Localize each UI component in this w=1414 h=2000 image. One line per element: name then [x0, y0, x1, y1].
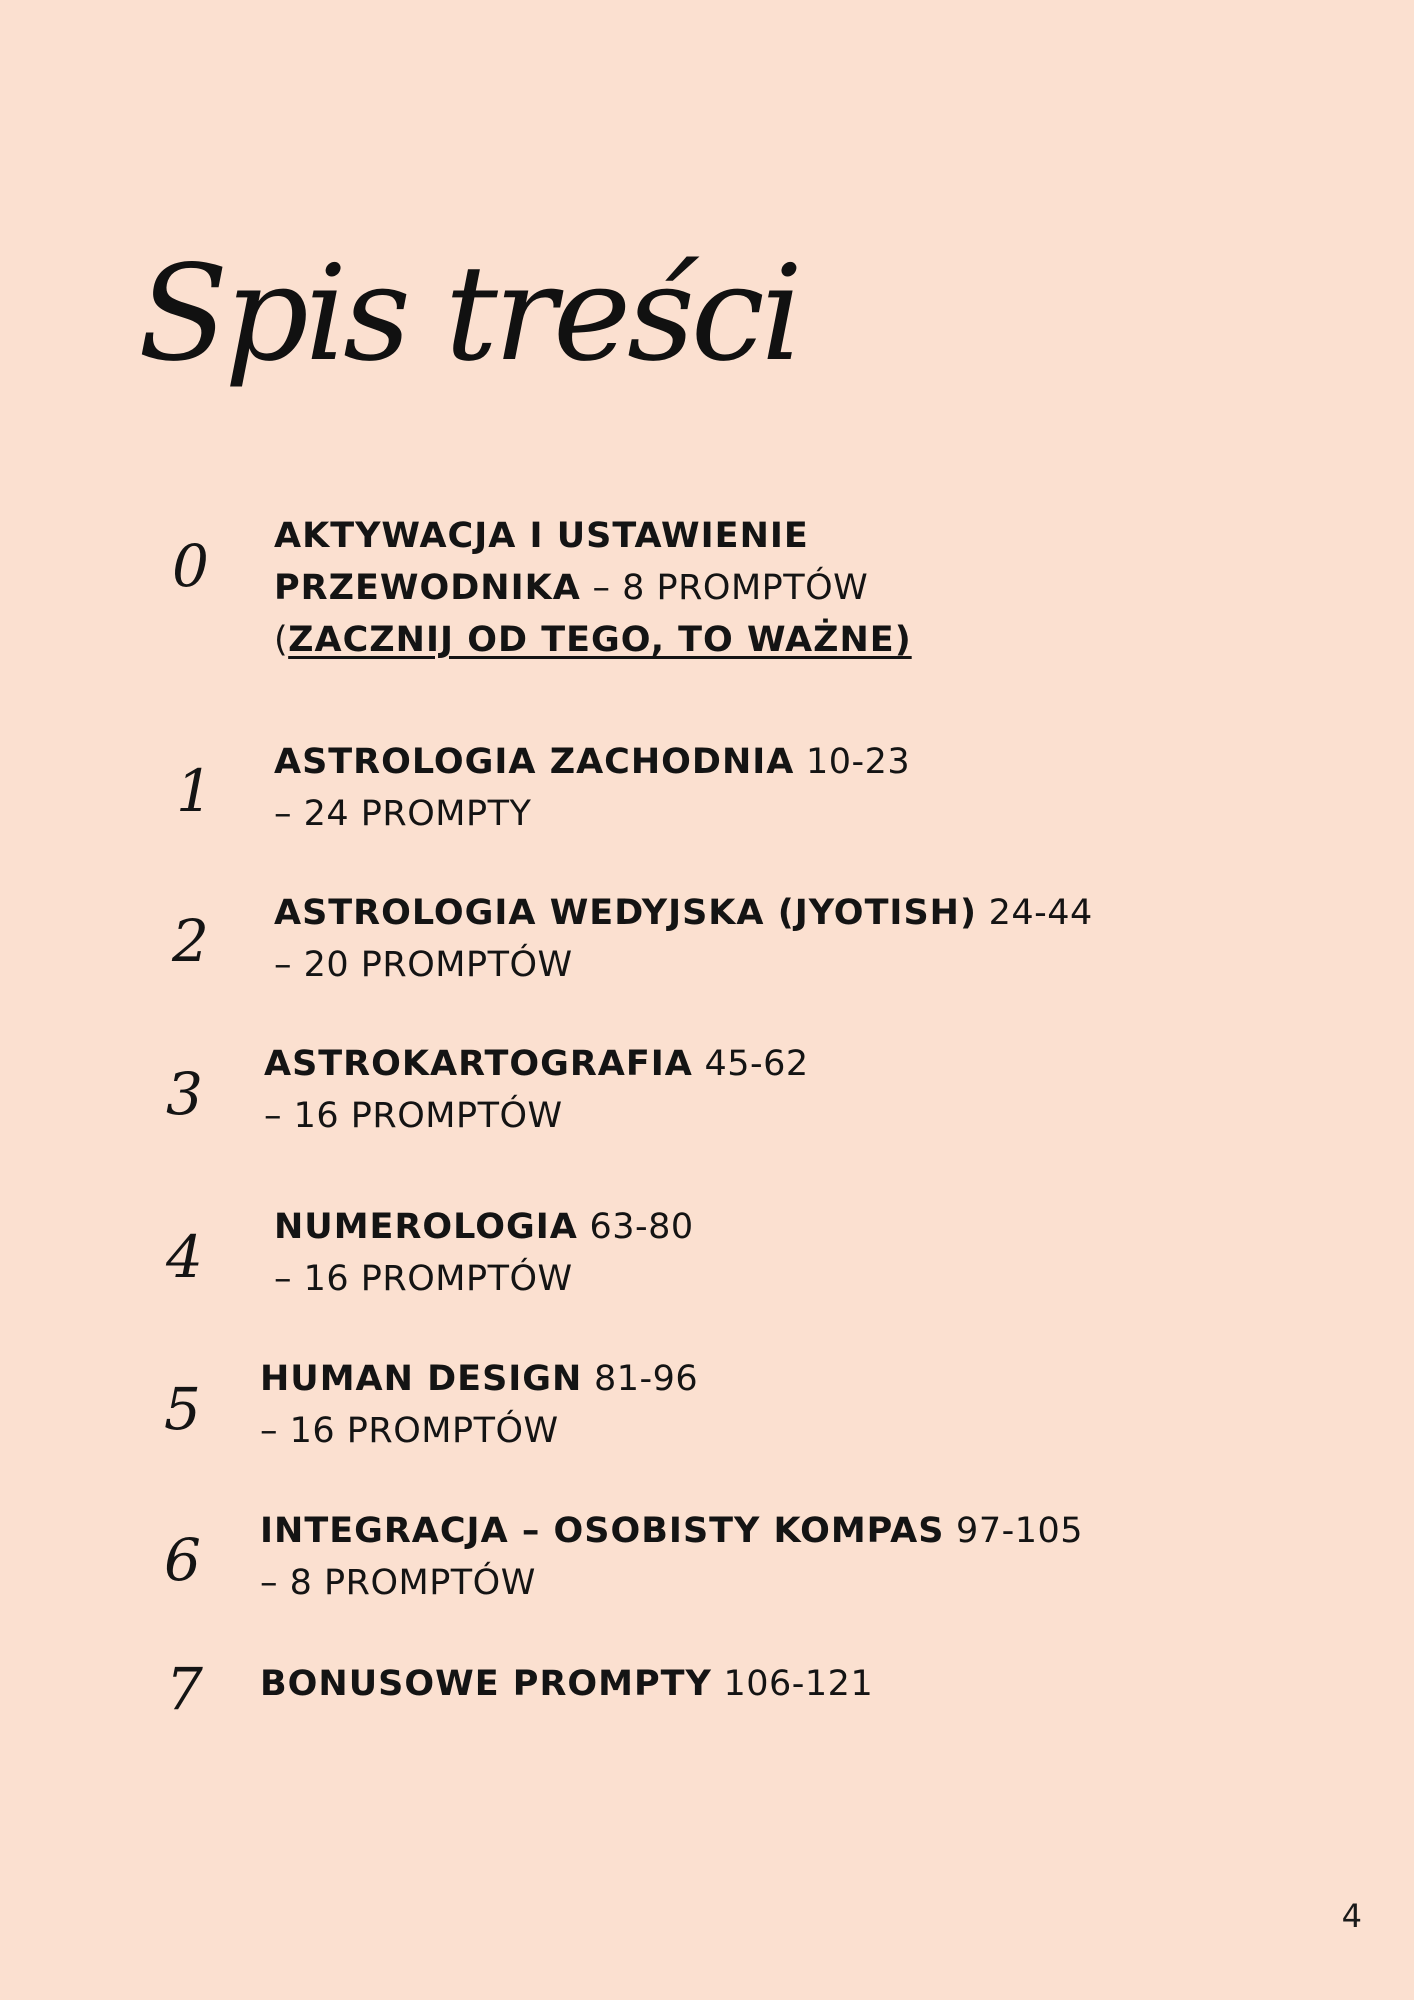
- toc-entry-text: [274, 736, 910, 840]
- toc-entry-number: 7: [166, 1655, 203, 1723]
- toc-entry-prompt-count: – 8 PROMPTÓW: [260, 1563, 536, 1603]
- toc-entry-title-continued: PRZEWODNIKA: [274, 568, 581, 608]
- toc-entry-prompt-count: – 16 PROMPTÓW: [274, 1259, 573, 1299]
- toc-entry-prompt-count: – 24 PROMPTY: [274, 794, 532, 834]
- toc-entry-title: AKTYWACJA I USTAWIENIE: [274, 516, 809, 556]
- toc-entry-number: 6: [164, 1526, 201, 1594]
- toc-entry-pages: 106-121: [711, 1664, 874, 1704]
- toc-entry-title: NUMEROLOGIA: [274, 1207, 578, 1247]
- toc-entry-prompt-count: – 16 PROMPTÓW: [260, 1411, 559, 1451]
- toc-entry-number: 3: [166, 1060, 203, 1128]
- toc-entry-number: 1: [176, 757, 213, 825]
- toc-entry-text: [260, 1658, 873, 1710]
- toc-entry-title: ASTROKARTOGRAFIA: [264, 1044, 693, 1084]
- toc-entry-number: 0: [172, 532, 209, 600]
- page-number: 4: [1341, 1897, 1362, 1935]
- toc-entry-text: [264, 1038, 809, 1142]
- toc-entry-title: BONUSOWE PROMPTY: [260, 1664, 712, 1704]
- toc-entry-pages: 45-62: [692, 1044, 809, 1084]
- toc-entry-paren: (: [274, 620, 289, 660]
- toc-entry-title: ASTROLOGIA ZACHODNIA: [274, 742, 795, 782]
- toc-entry-prompt-count: – 16 PROMPTÓW: [264, 1096, 563, 1136]
- toc-entry-pages: 10-23: [794, 742, 911, 782]
- toc-entry-text: [260, 1505, 1083, 1609]
- toc-entry-prompt-count: – 8 PROMPTÓW: [580, 568, 869, 608]
- toc-entry-pages: 24-44: [976, 893, 1093, 933]
- toc-entry-pages: 97-105: [944, 1511, 1084, 1551]
- toc-entry-note: ZACZNIJ OD TEGO, TO WAŻNE): [288, 620, 912, 660]
- toc-entry-title: INTEGRACJA – OSOBISTY KOMPAS: [260, 1511, 945, 1551]
- toc-entry-text: [274, 887, 1093, 991]
- toc-entry-title: HUMAN DESIGN: [260, 1359, 583, 1399]
- toc-entry-text: [260, 1353, 698, 1457]
- page-title: Spis treści: [138, 237, 799, 391]
- toc-entry-prompt-count: – 20 PROMPTÓW: [274, 945, 573, 985]
- toc-entry-text: [274, 510, 912, 666]
- toc-entry-pages: 63-80: [577, 1207, 694, 1247]
- toc-entry-text: [274, 1201, 694, 1305]
- toc-entry-number: 4: [166, 1223, 203, 1291]
- toc-entry-pages: 81-96: [582, 1359, 699, 1399]
- toc-entry-number: 5: [164, 1375, 201, 1443]
- toc-entry-title: ASTROLOGIA WEDYJSKA (JYOTISH): [274, 893, 977, 933]
- toc-entry-number: 2: [172, 907, 209, 975]
